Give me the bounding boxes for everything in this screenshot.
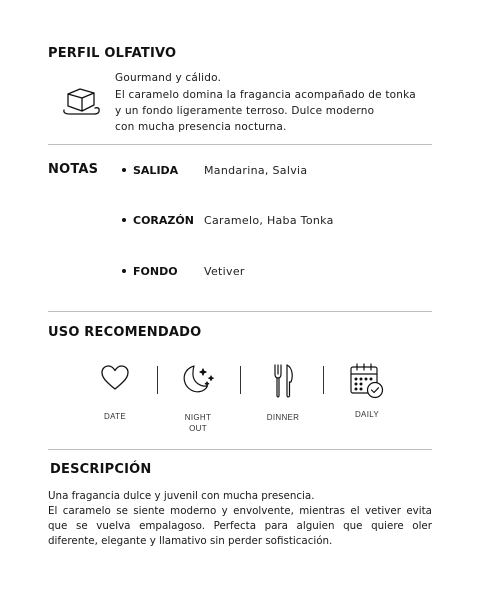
uso-title: USO RECOMENDADO — [48, 325, 202, 340]
note-value-fondo: Vetiver — [204, 265, 245, 278]
use-item-date — [85, 362, 145, 422]
note-name-fondo: FONDO — [122, 265, 178, 278]
divider — [48, 311, 432, 312]
use-item-daily — [337, 362, 397, 420]
use-label-dinner: DINNER — [266, 413, 300, 422]
perfil-title: PERFIL OLFATIVO — [48, 46, 177, 61]
use-label-daily: DAILY — [354, 410, 380, 419]
use-item-dinner — [253, 362, 313, 423]
use-separator — [323, 366, 324, 394]
note-value-salida: Mandarina, Salvia — [204, 164, 308, 177]
sugar-cube-icon — [62, 84, 102, 123]
note-name-salida: SALIDA — [122, 164, 178, 177]
note-value-corazon: Caramelo, Haba Tonka — [204, 214, 334, 227]
bullet-icon — [122, 168, 126, 172]
descripcion-title: DESCRIPCIÓN — [50, 462, 152, 477]
fork-knife-icon — [267, 362, 299, 400]
perfil-line-2: El caramelo domina la fragancia acompañado de tonka — [115, 89, 416, 101]
bullet-icon — [122, 218, 126, 222]
heart-icon — [99, 362, 131, 394]
use-separator — [157, 366, 158, 394]
moon-stars-icon — [178, 362, 218, 398]
notas-title: NOTAS — [48, 162, 99, 177]
descripcion-text: El caramelo se siente moderno y envolvente, mientras el vetiver evita que se vuelva empalagoso. Perfecta para alguien que quiere oler diferente, elegante y llamativo sin perder sofisticación. — [48, 505, 432, 547]
descripcion-line-1: Una fragancia dulce y juvenil con mucha presencia. — [48, 490, 315, 502]
divider — [48, 144, 432, 145]
perfil-line-4: con mucha presencia nocturna. — [115, 121, 287, 133]
divider — [48, 449, 432, 450]
perfil-line-3: y un fondo ligeramente terroso. Dulce moderno — [115, 105, 375, 117]
use-item-night-out — [168, 362, 228, 434]
use-label-night-out: NIGHT OUT — [184, 413, 212, 433]
calendar-check-icon — [347, 362, 387, 400]
perfil-line-1: Gourmand y cálido. — [115, 72, 222, 84]
use-label-date: DATE — [104, 412, 126, 421]
bullet-icon — [122, 269, 126, 273]
note-name-corazon: CORAZÓN — [122, 214, 194, 227]
use-separator — [240, 366, 241, 394]
